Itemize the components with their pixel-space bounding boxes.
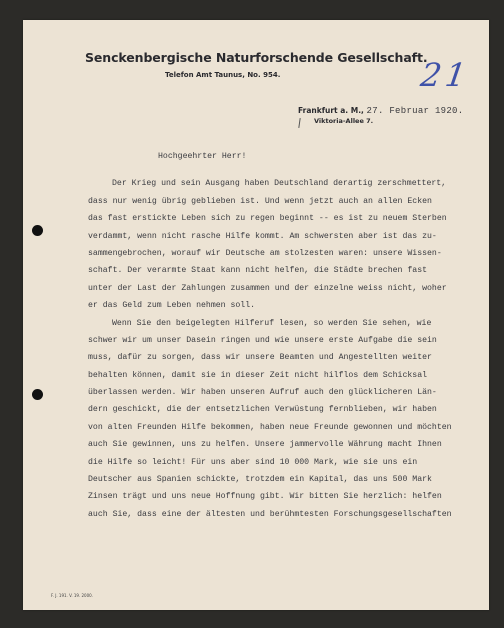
place-date-line [298, 106, 463, 116]
salutation: Hochgeehrter Herr! [158, 152, 247, 161]
place-label: Frankfurt a. M., [298, 106, 364, 115]
text-line: dass nur wenig übrig geblieben ist. Und wenn jetzt auch an allen Ecken [88, 196, 432, 206]
text-line: unter der Last der Zahlungen zusammen und der einzelne weiss nicht, woher [88, 283, 447, 293]
text-line: Der Krieg und sein Ausgang haben Deutschland derartig zerschmettert, [112, 179, 447, 189]
text-line: dern geschickt, die der entsetzlichen Verwüstung fernblieben, wir haben [88, 405, 437, 415]
text-line: verdammt, wenn nicht rasche Hilfe kommt. Am schwersten aber ist das zu- [88, 231, 437, 241]
letterhead-address: Viktoria-Allee 7. [314, 117, 374, 125]
letterhead-title: Senckenbergische Naturforschende Gesellschaft. [85, 50, 428, 65]
pencil-mark [298, 118, 300, 128]
punch-hole [32, 389, 43, 400]
text-line: von alten Freunden Hilfe bekommen, haben neue Freunde gewonnen und möchten [88, 422, 452, 432]
text-line: sammengebrochen, worauf wir Deutsche am stolzesten waren: unsere Wissen- [88, 248, 442, 258]
text-line: behalten können, damit sie in dieser Zeit nicht hilflos dem Schicksal [88, 370, 428, 380]
text-line: das fast erstickte Leben sich zu regen beginnt -- es ist zu neuem Sterben [88, 214, 447, 224]
text-line: Wenn Sie den beigelegten Hilferuf lesen, so werden Sie sehen, wie [112, 318, 432, 328]
text-line: die Hilfe so leicht! Für uns aber sind 10 000 Mark, wie sie uns ein [88, 457, 418, 467]
handwritten-archive-number: 21 [418, 56, 473, 94]
letter-date: 27. Februar 1920. [366, 106, 464, 116]
punch-hole [32, 225, 43, 236]
text-line: schwer wir um unser Dasein ringen und wie unsere erste Aufgabe die sein [88, 335, 437, 345]
text-line: Zinsen trägt und uns neue Hoffnung gibt. Wir bitten Sie herzlich: helfen [88, 492, 442, 502]
letterhead-phone: Telefon Amt Taunus, No. 954. [165, 71, 281, 79]
text-line: muss, dafür zu sorgen, dass wir unsere Beamten und Angestellten weiter [88, 353, 432, 363]
letter-page [23, 20, 489, 610]
text-line: er das Geld zum Leben nehmen soll. [88, 301, 256, 311]
text-line: überlassen werden. Wir haben unseren Aufruf auch den glücklicheren Län- [88, 388, 437, 398]
spacer [88, 165, 483, 175]
text-line: auch Sie gewinnen, uns zu helfen. Unsere jammervolle Währung macht Ihnen [88, 440, 442, 450]
text-line: Deutscher aus Spanien schickte, trotzdem ein Kapital, das uns 500 Mark [88, 475, 432, 485]
text-line: schaft. Der verarmte Staat kann nicht helfen, die Städte brechen fast [88, 266, 428, 276]
printer-mark: F. J. 191. V. 19. 2000. [51, 593, 93, 598]
text-line: auch Sie, dass eine der ältesten und berühmtesten Forschungsgesellschaften [88, 509, 452, 519]
letter-body [88, 148, 483, 523]
